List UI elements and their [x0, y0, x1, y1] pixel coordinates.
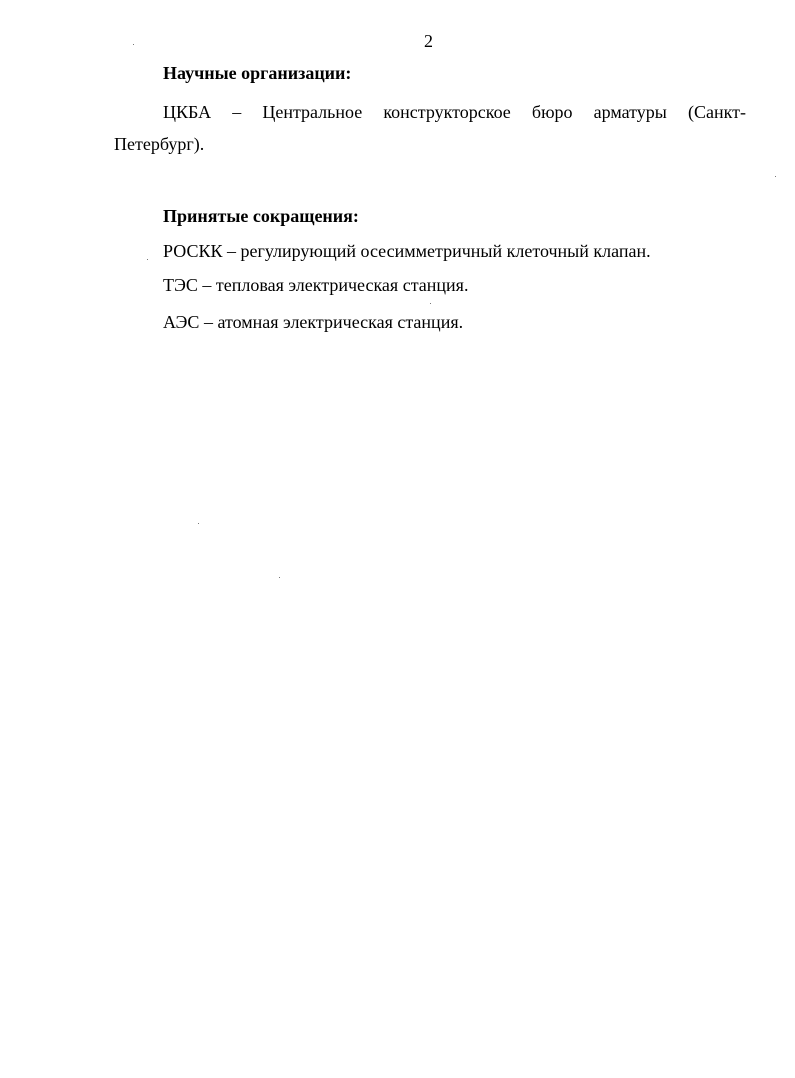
org-word: – [232, 102, 242, 122]
scan-speck [147, 259, 148, 260]
scan-speck [775, 176, 776, 177]
org-word: ЦКБА [163, 102, 212, 122]
scan-speck [279, 577, 280, 578]
abbreviation-item: РОСКК – регулирующий осесимметричный клеточный клапан. [163, 241, 651, 261]
abbreviation-item: АЭС – атомная электрическая станция. [163, 312, 464, 332]
scan-speck [198, 523, 199, 524]
scientific-organizations-heading: Научные организации: [163, 63, 352, 83]
page-number: 2 [424, 31, 433, 51]
abbreviations-heading: Принятые сокращения: [163, 206, 359, 226]
scan-speck [430, 303, 431, 304]
scan-speck [133, 44, 134, 45]
org-word: конструкторское [383, 102, 511, 122]
org-word: бюро [531, 102, 573, 122]
org-word: (Санкт- [687, 102, 746, 122]
organization-entry-line [163, 101, 746, 123]
org-word: арматуры [593, 102, 667, 122]
organization-entry-continuation: Петербург). [114, 134, 205, 154]
abbreviation-item: ТЭС – тепловая электрическая станция. [163, 275, 469, 295]
org-word: Центральное [262, 102, 363, 122]
